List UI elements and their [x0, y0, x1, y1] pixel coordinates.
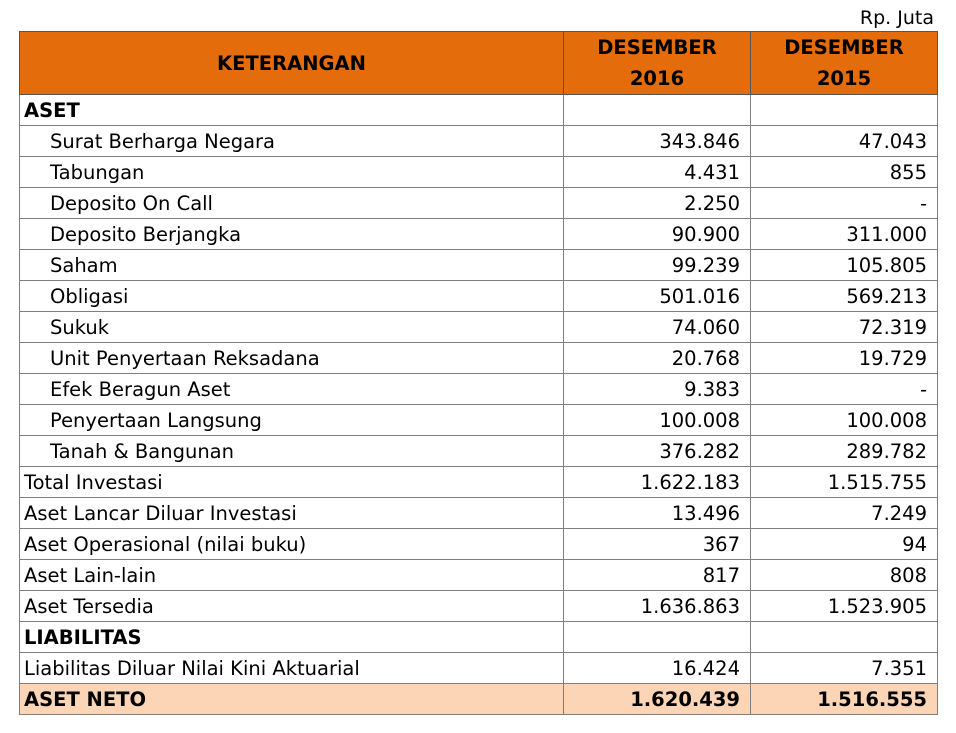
- unit-label: Rp. Juta: [859, 7, 934, 29]
- header-2016-year: 2016: [629, 67, 685, 90]
- row-aset-neto: [20, 684, 938, 715]
- value-2016: 99.239: [564, 250, 751, 281]
- row-label: Penyertaan Langsung: [20, 405, 564, 436]
- row-label: Aset Operasional (nilai buku): [20, 529, 564, 560]
- value-2015: 7.249: [751, 498, 938, 529]
- value-2015: 808: [751, 560, 938, 591]
- value-2015: 569.213: [751, 281, 938, 312]
- row-label: Aset Lain-lain: [20, 560, 564, 591]
- table-row: [20, 157, 938, 188]
- row-label: Aset Lancar Diluar Investasi: [20, 498, 564, 529]
- value-2015: 289.782: [751, 436, 938, 467]
- row-label: Total Investasi: [20, 467, 564, 498]
- value-2015: 100.008: [751, 405, 938, 436]
- row-label: Tabungan: [20, 157, 564, 188]
- header-row: [20, 32, 938, 95]
- row-label: Surat Berharga Negara: [20, 126, 564, 157]
- table-row: [20, 250, 938, 281]
- table-row: [20, 591, 938, 622]
- row-label: Deposito On Call: [20, 188, 564, 219]
- value-2015: -: [751, 188, 938, 219]
- value-2016: 1.620.439: [564, 684, 751, 715]
- row-label: Liabilitas Diluar Nilai Kini Aktuarial: [20, 653, 564, 684]
- value-2015: 855: [751, 157, 938, 188]
- row-label: Tanah & Bangunan: [20, 436, 564, 467]
- row-label: ASET NETO: [20, 684, 564, 715]
- value-2015: 105.805: [751, 250, 938, 281]
- table-row: [20, 126, 938, 157]
- table-row: [20, 405, 938, 436]
- value-2015: 1.515.755: [751, 467, 938, 498]
- value-2016: 343.846: [564, 126, 751, 157]
- table-row: [20, 529, 938, 560]
- table-row: [20, 560, 938, 591]
- value-2016: 90.900: [564, 219, 751, 250]
- row-label: Aset Tersedia: [20, 591, 564, 622]
- value-2015: 7.351: [751, 653, 938, 684]
- value-2016: 20.768: [564, 343, 751, 374]
- net-assets-table: [19, 31, 938, 715]
- table-row: [20, 467, 938, 498]
- value-2016: 74.060: [564, 312, 751, 343]
- row-label: Deposito Berjangka: [20, 219, 564, 250]
- header-2015-year: 2015: [816, 67, 872, 90]
- value-2016: 100.008: [564, 405, 751, 436]
- table-row: [20, 498, 938, 529]
- row-label: Obligasi: [20, 281, 564, 312]
- row-label: LIABILITAS: [20, 622, 564, 653]
- table-row: [20, 374, 938, 405]
- value-2016: 4.431: [564, 157, 751, 188]
- value-2015: 94: [751, 529, 938, 560]
- header-2015: [751, 32, 938, 95]
- value-2016: 16.424: [564, 653, 751, 684]
- header-keterangan: KETERANGAN: [20, 32, 564, 95]
- table-row: [20, 219, 938, 250]
- value-2015: [751, 622, 938, 653]
- table-row: [20, 436, 938, 467]
- value-2016: [564, 622, 751, 653]
- table-row: [20, 312, 938, 343]
- value-2016: 1.622.183: [564, 467, 751, 498]
- value-2016: 13.496: [564, 498, 751, 529]
- row-liabilitas: [20, 622, 938, 653]
- table-row: [20, 653, 938, 684]
- value-2015: 47.043: [751, 126, 938, 157]
- header-2015-month: DESEMBER: [784, 36, 904, 59]
- value-2015: 311.000: [751, 219, 938, 250]
- row-label: Unit Penyertaan Reksadana: [20, 343, 564, 374]
- value-2016: 1.636.863: [564, 591, 751, 622]
- value-2015: [751, 95, 938, 126]
- value-2016: 501.016: [564, 281, 751, 312]
- table-row: [20, 188, 938, 219]
- header-2016-month: DESEMBER: [597, 36, 717, 59]
- value-2016: 9.383: [564, 374, 751, 405]
- value-2015: 1.523.905: [751, 591, 938, 622]
- row-label: Sukuk: [20, 312, 564, 343]
- row-aset: [20, 95, 938, 126]
- value-2016: 817: [564, 560, 751, 591]
- value-2015: 72.319: [751, 312, 938, 343]
- value-2016: [564, 95, 751, 126]
- value-2015: -: [751, 374, 938, 405]
- value-2016: 376.282: [564, 436, 751, 467]
- row-label: Efek Beragun Aset: [20, 374, 564, 405]
- header-2016: [564, 32, 751, 95]
- row-label: ASET: [20, 95, 564, 126]
- table-row: [20, 281, 938, 312]
- value-2015: 19.729: [751, 343, 938, 374]
- value-2016: 2.250: [564, 188, 751, 219]
- row-label: Saham: [20, 250, 564, 281]
- table-row: [20, 343, 938, 374]
- value-2015: 1.516.555: [751, 684, 938, 715]
- value-2016: 367: [564, 529, 751, 560]
